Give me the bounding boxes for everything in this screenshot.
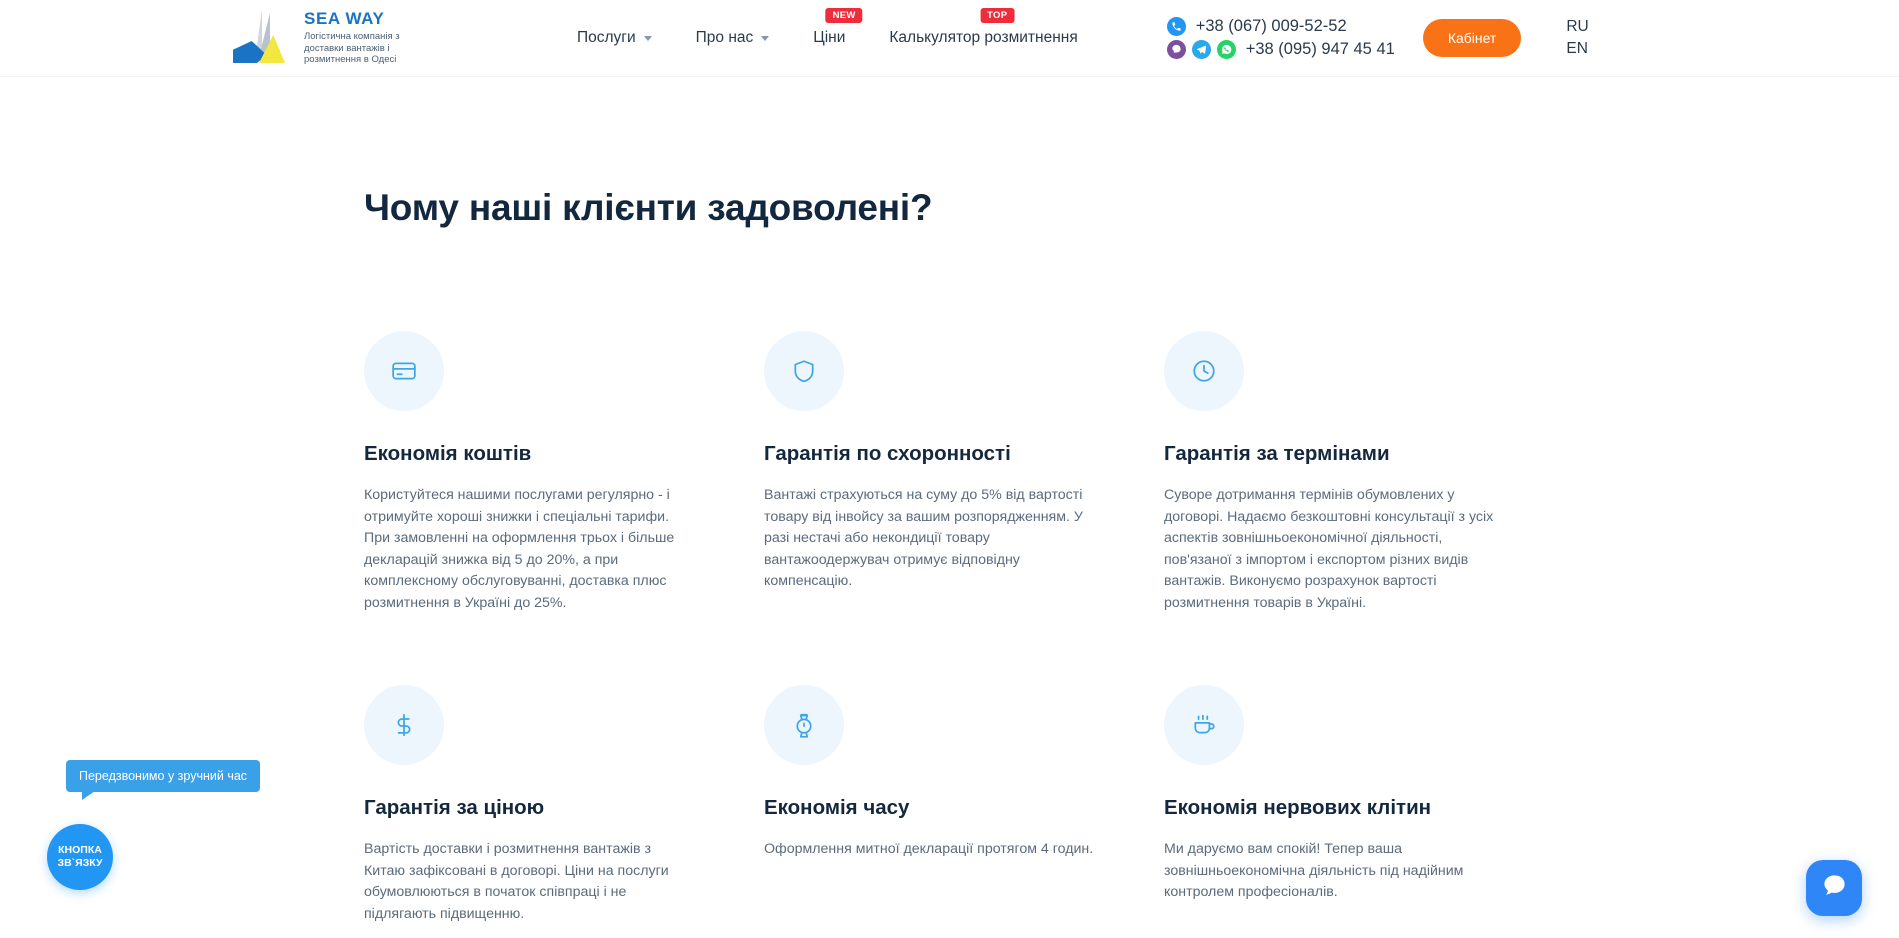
chat-widget-button[interactable] (1806, 860, 1862, 916)
nav-label: Калькулятор розмитнення (889, 29, 1078, 46)
nav-label: Послуги (577, 29, 636, 46)
top-badge: TOP (980, 8, 1014, 23)
header-contacts (1167, 17, 1395, 59)
card-text: Суворе дотримання термінів обумовлених у договорі. Надаємо безкоштовні консультації з усіх аспектів зовнішньоекономічної діяльності, пов'язаної з імпортом і експортом різних видів вантажів. Виконуємо розрахунок вартості розмитнення товарів в Україні. (1164, 487, 1494, 611)
site-header (0, 0, 1899, 77)
card-text: Користуйтеся нашими послугами регулярно - і отримуйте хороші знижки і спеціальні тарифи. При замовленні на оформлення трьох і більше декларацій знижка від 5 до 20%, а при комплексному обслуговуванні, доставка плюс розмитнення в Україні до 25%. (364, 487, 675, 611)
logo[interactable] (232, 7, 424, 69)
cabinet-button[interactable]: Кабінет (1423, 19, 1522, 57)
logo-icon (232, 7, 294, 69)
main-navigation (555, 0, 1100, 77)
card-title: Економія часу (764, 796, 910, 819)
lang-option-en[interactable]: EN (1566, 40, 1588, 57)
contact-row-secondary (1167, 40, 1395, 59)
card-title: Гарантія за термінами (1164, 442, 1390, 465)
coffee-cup-icon (1164, 685, 1244, 765)
contact-row-primary (1167, 17, 1395, 36)
main-content (0, 77, 1899, 925)
card-title: Гарантія за ціною (364, 796, 545, 819)
card-payment-icon (364, 331, 444, 411)
phone-icon (1167, 17, 1186, 36)
benefit-card-nerves-economy (1164, 685, 1504, 925)
dollar-icon (364, 685, 444, 765)
benefit-card-economy-money (364, 331, 704, 614)
nav-item-tsiny[interactable] (791, 0, 867, 77)
card-title: Економія нервових клітин (1164, 796, 1432, 819)
callback-tooltip: Передзвонимо у зручний час (66, 760, 260, 792)
nav-label: Ціни (813, 29, 846, 46)
card-text: Вантажі страхуються на суму до 5% від вартості товару від інвойсу за вашим розпорядженням. У разі нестачі або некондиції товару вантажоодержувач отримує відповідну компенсацію. (764, 487, 1083, 589)
chat-bubble-icon (1821, 872, 1848, 904)
language-switcher (1566, 18, 1588, 58)
stopwatch-icon (764, 685, 844, 765)
nav-label: Про нас (695, 29, 754, 46)
card-text: Оформлення митної декларації протягом 4 годин. (764, 841, 1094, 857)
logo-tagline: Логістична компанія з доставки вантажів і розмитнення в Одесі (304, 31, 400, 66)
callback-button[interactable]: КНОПКА ЗВ`ЯЗКУ (47, 824, 113, 890)
benefit-card-price-guarantee (364, 685, 704, 925)
chevron-down-icon (644, 36, 652, 41)
card-title: Гарантія по схоронності (764, 442, 1011, 465)
benefit-card-time-economy (764, 685, 1104, 925)
page-title: Чому наші клієнти задоволені? (364, 187, 933, 228)
nav-item-poslugy[interactable] (555, 0, 674, 77)
phone-number-1[interactable]: +38 (067) 009-52-52 (1195, 17, 1347, 35)
viber-icon[interactable] (1167, 40, 1186, 59)
shield-icon (764, 331, 844, 411)
nav-item-pro-nas[interactable] (674, 0, 792, 77)
card-text: Вартість доставки і розмитнення вантажів з Китаю зафіксовані в договорі. Ціни на послуги обумовлюються в початок співпраці і не підлягають підвищенню. (364, 841, 669, 922)
nav-item-calculator[interactable] (867, 0, 1099, 77)
benefit-card-terms-guarantee (1164, 331, 1504, 614)
telegram-icon[interactable] (1192, 40, 1211, 59)
lang-option-ru[interactable]: RU (1566, 18, 1589, 35)
card-title: Економія коштів (364, 442, 532, 465)
card-text: Ми даруємо вам спокій! Тепер ваша зовнішньоекономічна діяльність під надійним контролем професіоналів. (1164, 841, 1464, 900)
phone-number-2[interactable]: +38 (095) 947 45 41 (1245, 40, 1395, 58)
benefit-card-safety-guarantee (764, 331, 1104, 614)
clock-icon (1164, 331, 1244, 411)
benefits-grid (364, 331, 1584, 925)
whatsapp-icon[interactable] (1217, 40, 1236, 59)
new-badge: NEW (826, 8, 863, 23)
chevron-down-icon (761, 36, 769, 41)
logo-brand: SEA WAY (304, 9, 385, 29)
